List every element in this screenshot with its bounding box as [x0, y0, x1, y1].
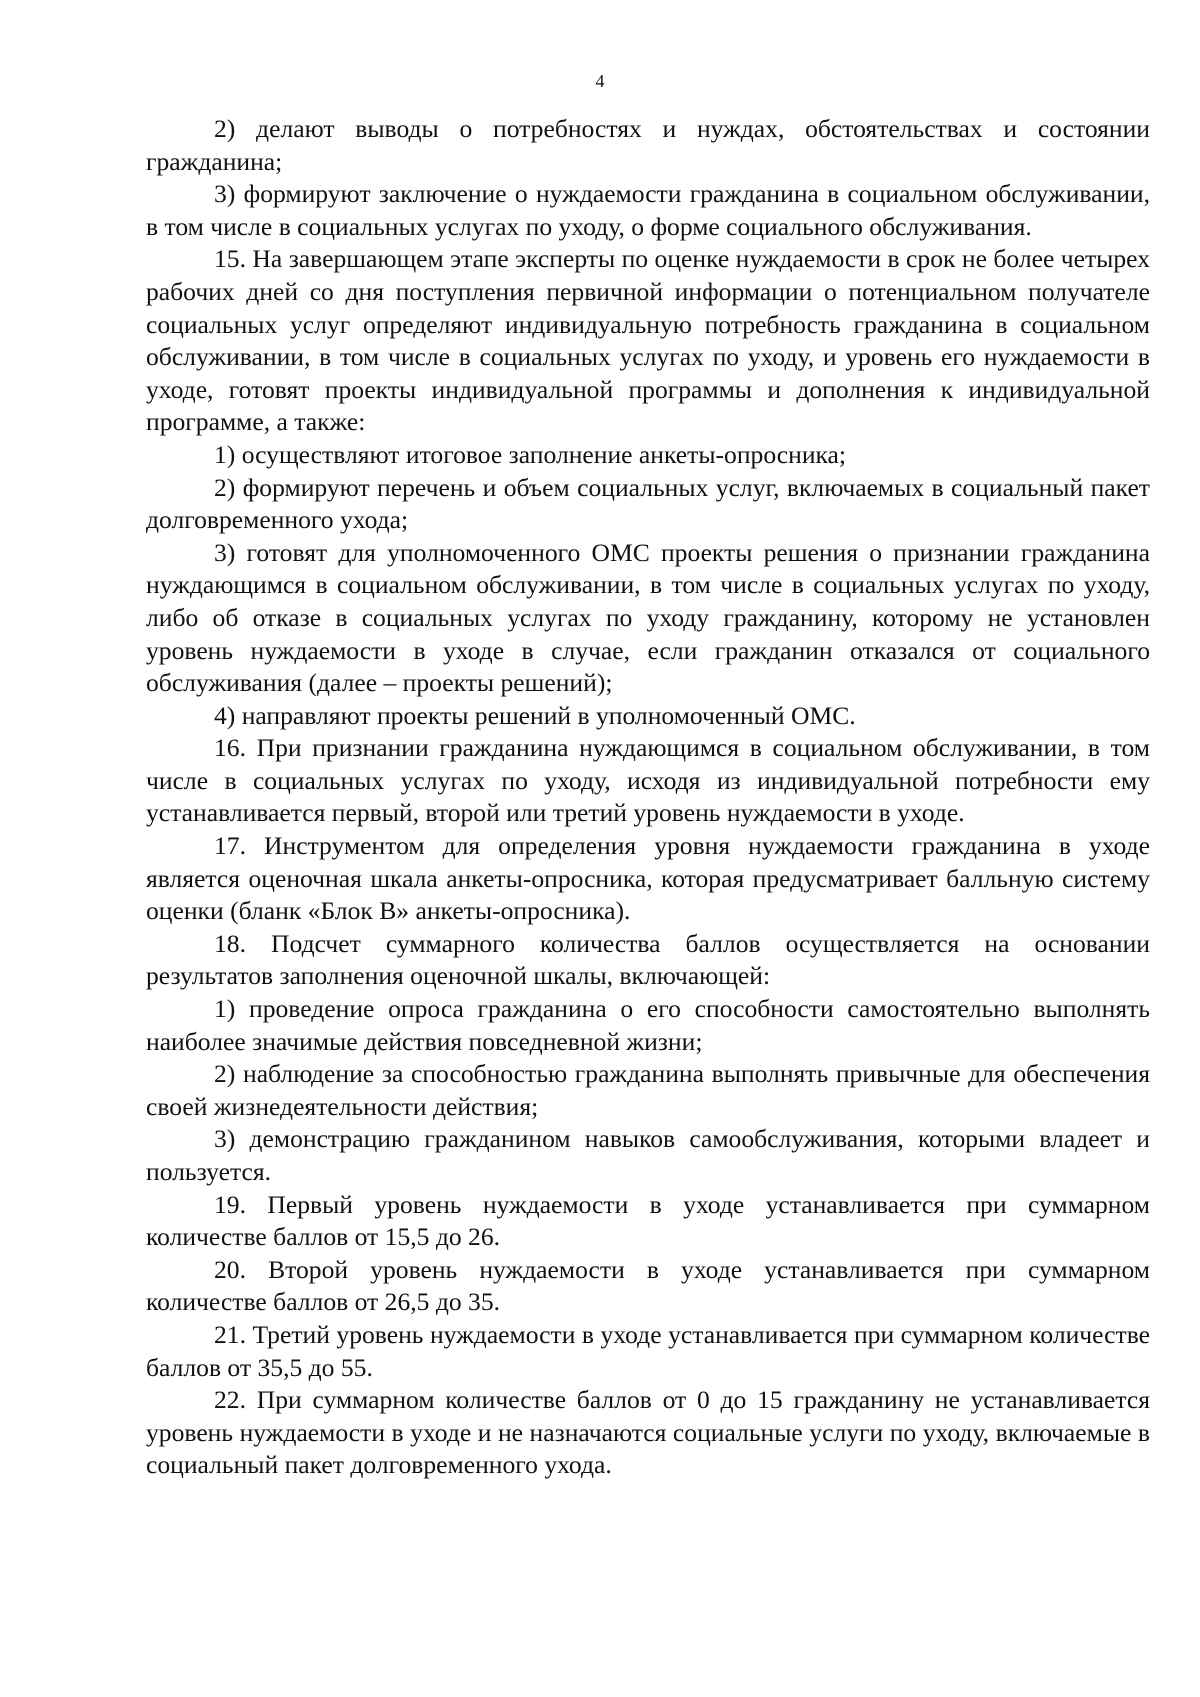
paragraph-20: 20. Второй уровень нуждаемости в уходе устанавливается при суммарном количестве баллов от 26,5 до 35.: [146, 1254, 1150, 1317]
paragraph-19: 19. Первый уровень нуждаемости в уходе устанавливается при суммарном количестве баллов от 15,5 до 26.: [146, 1189, 1150, 1252]
paragraph-17: 17. Инструментом для определения уровня нуждаемости гражданина в уходе является оценочная шкала анкеты-опросника, которая предусматривает балльную систему оценки (бланк «Блок В» анкеты-опросника).: [146, 831, 1150, 926]
paragraph-21: 21. Третий уровень нуждаемости в уходе устанавливается при суммарном количестве баллов от 35,5 до 55.: [146, 1319, 1150, 1382]
paragraph-18-item-3: 3) демонстрацию гражданином навыков самообслуживания, которыми владеет и пользуется.: [146, 1124, 1150, 1186]
page-number: 4: [595, 71, 605, 91]
paragraph-15-item-1: 1) осуществляют итоговое заполнение анкеты-опросника;: [214, 439, 847, 469]
paragraph-item-2-conclusions: 2) делают выводы о потребностях и нуждах, обстоятельствах и состоянии гражданина;: [146, 114, 1150, 176]
paragraph-16: 16. При признании гражданина нуждающимся в социальном обслуживании, в том числе в социальных услугах по уходу, исходя из индивидуальной потребности ему устанавливается первый, второй или третий уровень нуждаемости в уходе.: [146, 733, 1150, 828]
paragraph-22: 22. При суммарном количестве баллов от 0 до 15 гражданину не устанавливается уровень нуждаемости в уходе и не назначаются социальные услуги по уходу, включаемые в социальный пакет долговременного ухода.: [146, 1385, 1150, 1480]
paragraph-item-3-conclusion-form: 3) формируют заключение о нуждаемости гражданина в социальном обслуживании, в том числе в социальных услугах по уходу, о форме социального обслуживания.: [146, 179, 1150, 241]
paragraph-15-item-3: 3) готовят для уполномоченного ОМС проекты решения о признании гражданина нуждающимся в социальном обслуживании, в том числе в социальных услугах по уходу, либо об отказе в социальных услугах по уходу гражданину, которому не установлен уровень нуждаемости в уходе в случае, если гражданин отказался от социального обслуживания (далее – проекты решений);: [146, 537, 1150, 698]
paragraph-15-item-4: 4) направляют проекты решений в уполномоченный ОМС.: [214, 700, 856, 730]
paragraph-18-item-2: 2) наблюдение за способностью гражданина выполнять привычные для обеспечения своей жизнедеятельности действия;: [146, 1059, 1150, 1121]
document-body: [146, 113, 1150, 1482]
paragraph-18-item-1: 1) проведение опроса гражданина о его способности самостоятельно выполнять наиболее значимые действия повседневной жизни;: [146, 994, 1150, 1056]
paragraph-15-final-stage: 15. На завершающем этапе эксперты по оценке нуждаемости в срок не более четырех рабочих дней со дня поступления первичной информации о потенциальном получателе социальных услуг определяют индивидуальную потребность гражданина в социальном обслуживании, в том числе в социальных услугах по уходу, и уровень его нуждаемости в уходе, готовят проекты индивидуальной программы и дополнения к индивидуальной программе, а также:: [146, 244, 1150, 437]
paragraph-15-item-2: 2) формируют перечень и объем социальных услуг, включаемых в социальный пакет долговременного ухода;: [146, 472, 1150, 535]
paragraph-18: 18. Подсчет суммарного количества баллов осуществляется на основании результатов заполнения оценочной шкалы, включающей:: [146, 928, 1150, 991]
